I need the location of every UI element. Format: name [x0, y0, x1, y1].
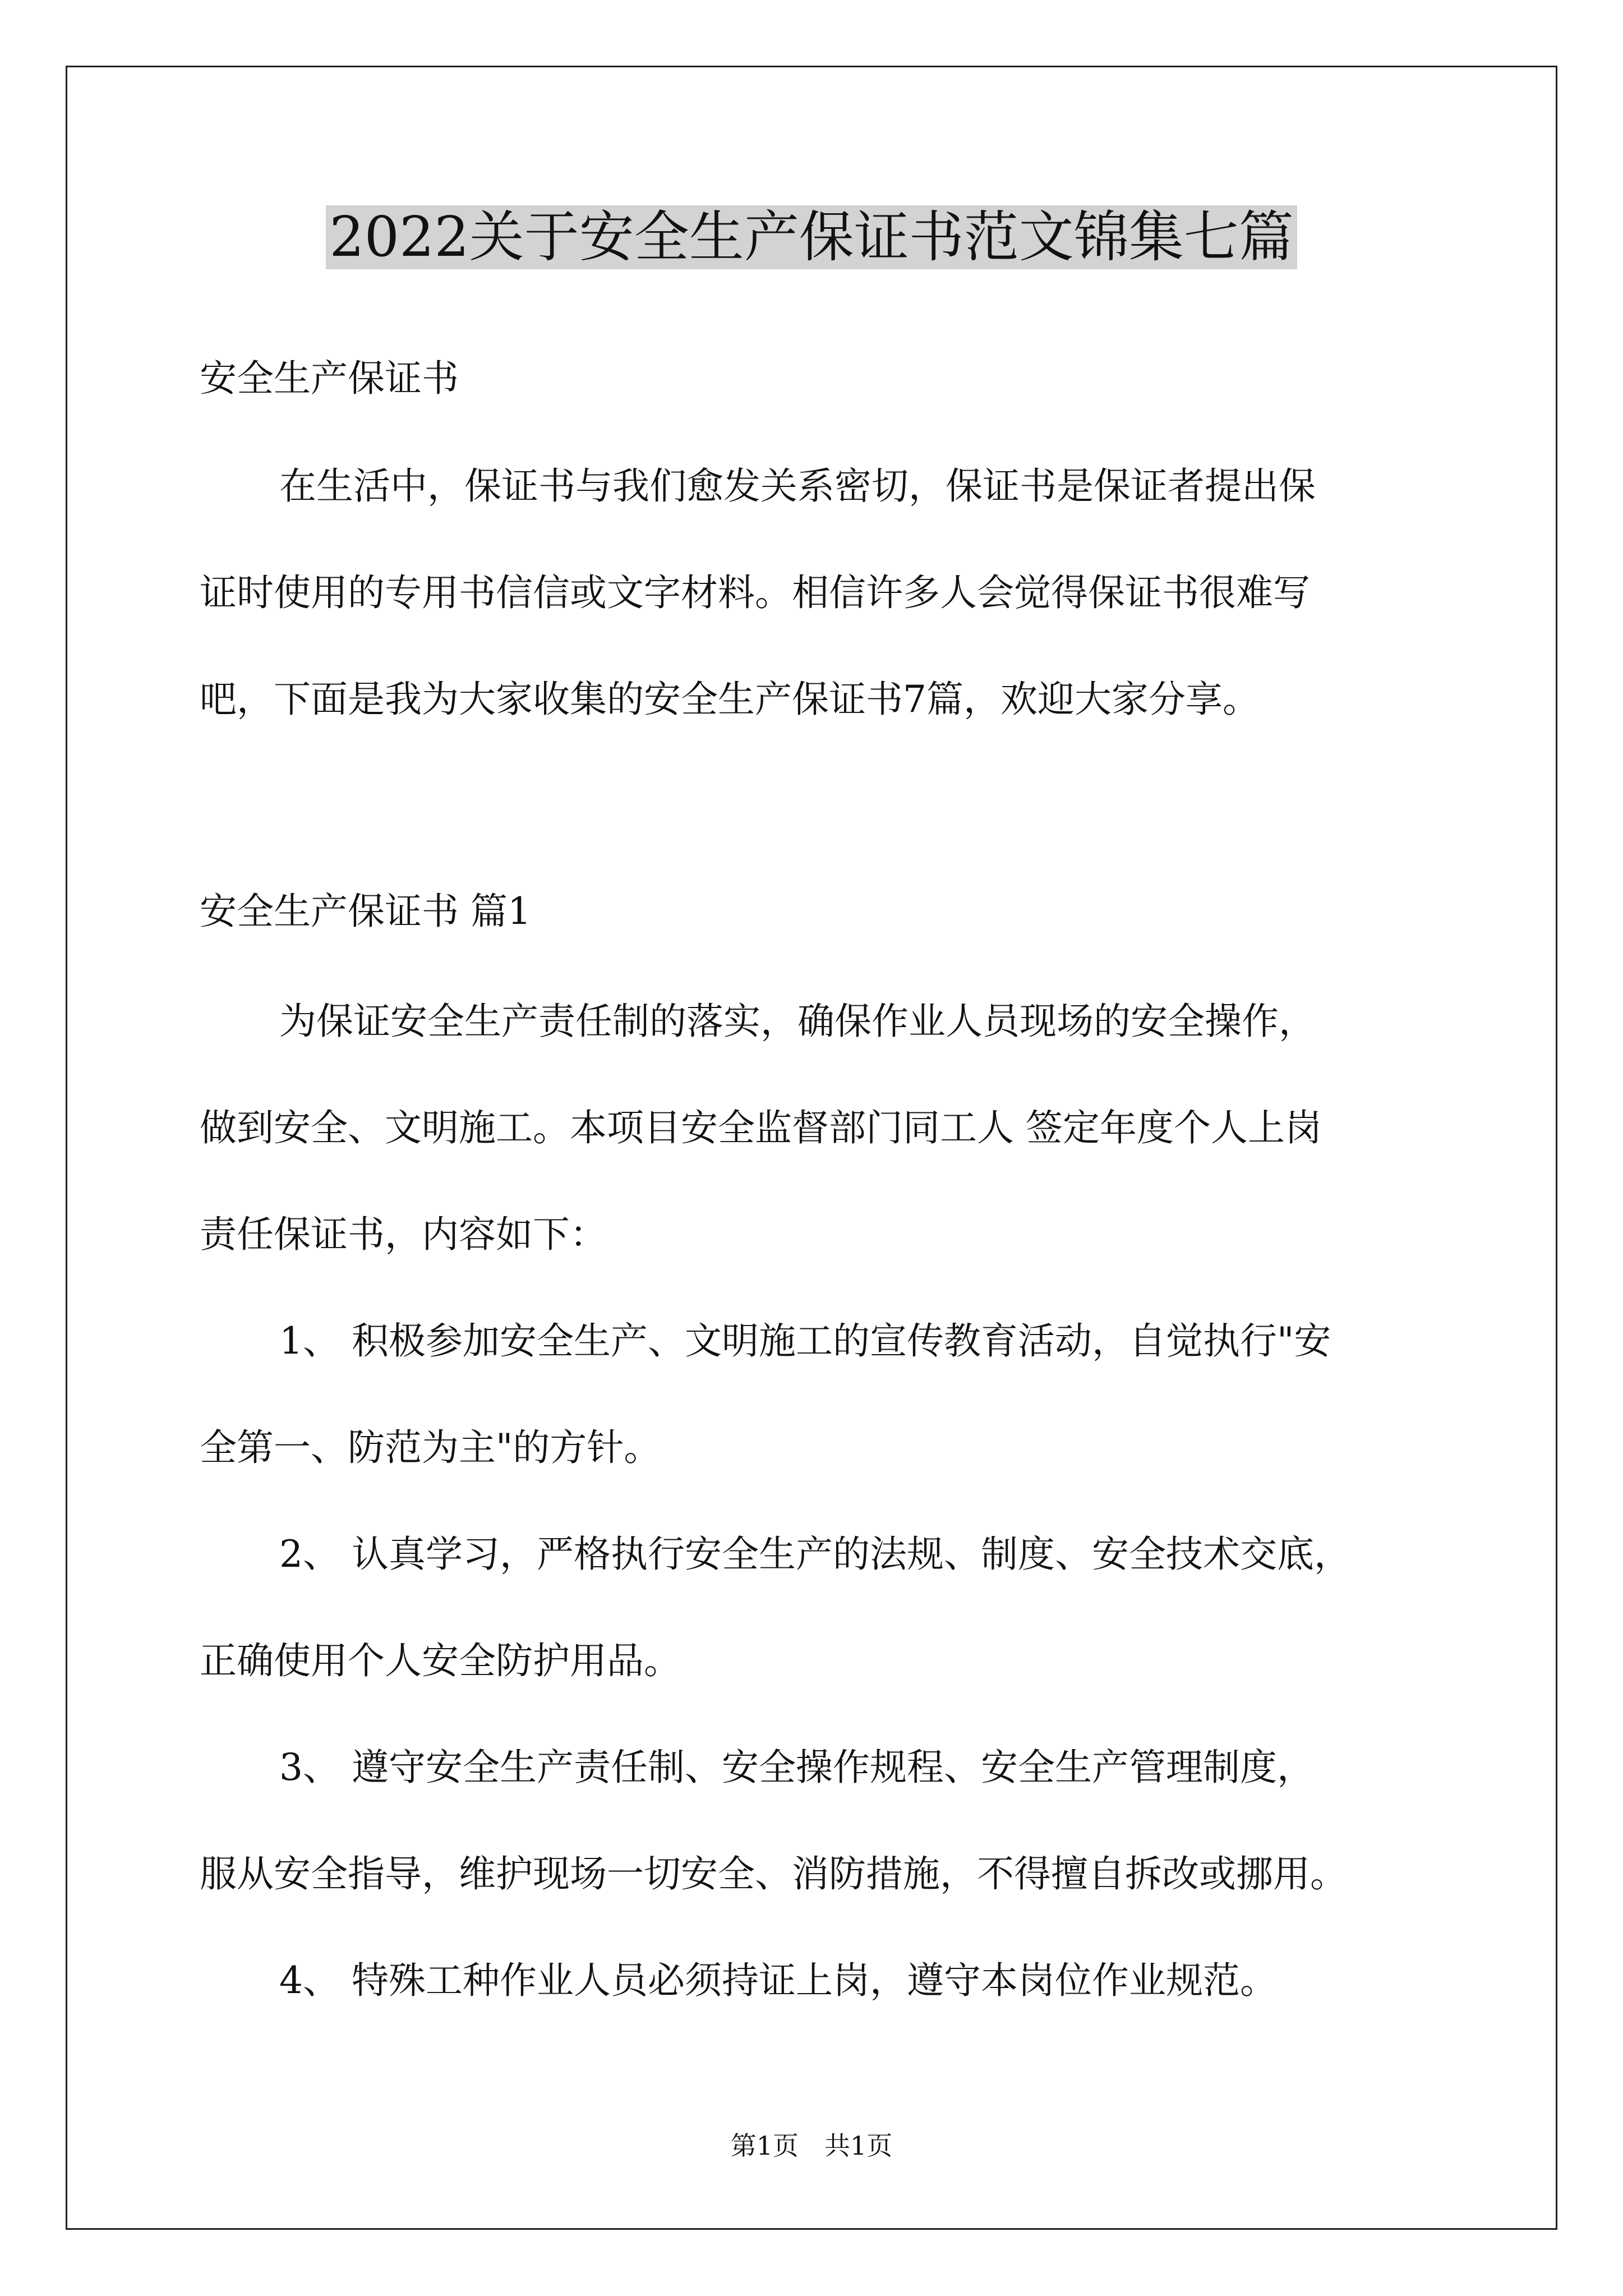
item-4-line-1: 4、 特殊工种作业人员必须持证上岗，遵守本岗位作业规范。 [279, 1959, 1277, 2002]
section-heading: 安全生产保证书 篇1 [200, 890, 531, 933]
item-2-line-2: 正确使用个人安全防护用品。 [200, 1639, 681, 1682]
section-intro-line-3: 责任保证书，内容如下： [200, 1213, 607, 1256]
intro-line-1: 在生活中，保证书与我们愈发关系密切，保证书是保证者提出保 [279, 464, 1316, 508]
intro-line-2: 证时使用的专用书信信或文字材料。相信许多人会觉得保证书很难写 [200, 571, 1310, 614]
section-intro-line-2: 做到安全、文明施工。本项目安全监督部门同工人 签定年度个人上岗 [200, 1106, 1322, 1149]
item-2-line-1: 2、 认真学习，严格执行安全生产的法规、制度、安全技术交底， [279, 1533, 1351, 1576]
item-1-line-2: 全第一、防范为主"的方针。 [200, 1426, 661, 1469]
document-title: 2022关于安全生产保证书范文锦集七篇 [0, 201, 1623, 274]
section-intro-line-1: 为保证安全生产责任制的落实，确保作业人员现场的安全操作， [279, 1000, 1316, 1043]
intro-line-3: 吧，下面是我为大家收集的安全生产保证书7篇，欢迎大家分享。 [200, 678, 1260, 721]
item-3-line-2: 服从安全指导，维护现场一切安全、消防措施，不得擅自拆改或挪用。 [200, 1852, 1347, 1895]
item-1-line-1: 1、 积极参加安全生产、文明施工的宣传教育活动，自觉执行"安 [279, 1319, 1331, 1363]
item-3-line-1: 3、 遵守安全生产责任制、安全操作规程、安全生产管理制度， [279, 1746, 1314, 1789]
page-footer: 第1页 共1页 [730, 2131, 893, 2161]
document-heading: 安全生产保证书 [200, 357, 459, 400]
